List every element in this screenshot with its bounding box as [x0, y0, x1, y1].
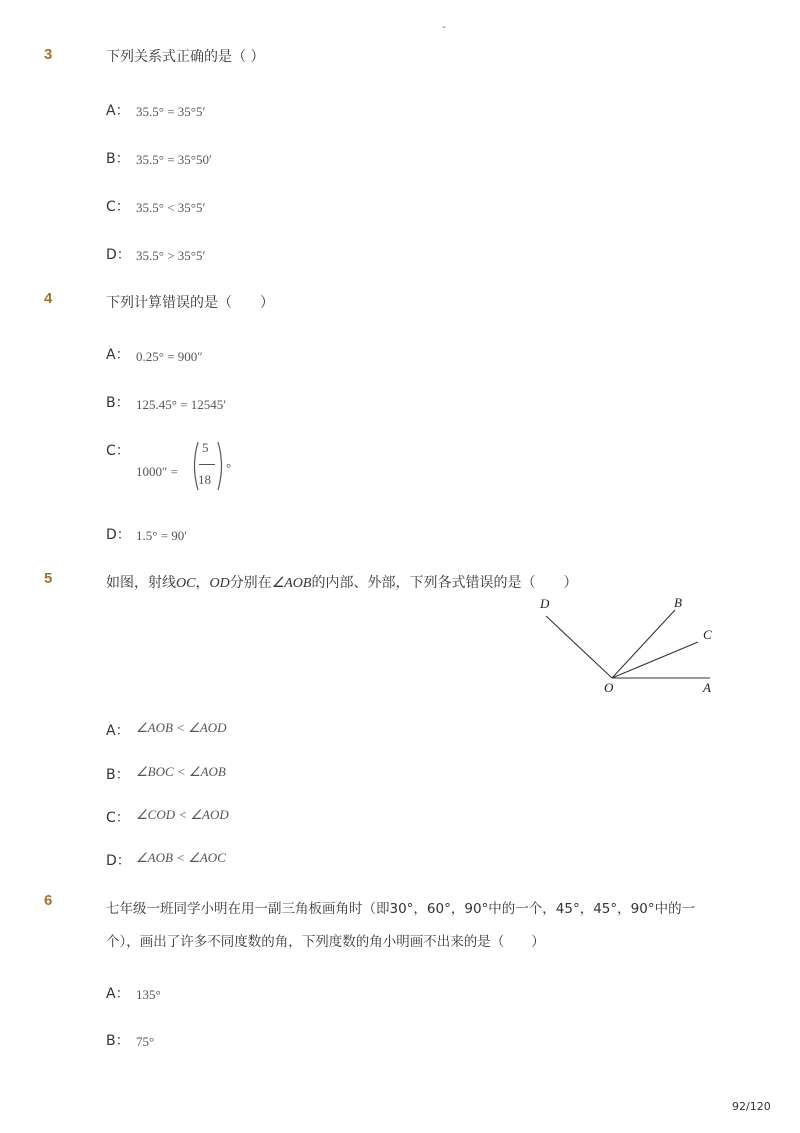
option-letter: B： — [106, 151, 130, 167]
ray-od: OD — [209, 576, 230, 591]
fraction-denominator: 18 — [198, 472, 211, 487]
option-letter: C： — [106, 443, 130, 459]
ray-oc: OC — [176, 576, 196, 591]
right-paren-icon — [216, 440, 226, 492]
option-text: 0.25° = 900″ — [136, 349, 203, 364]
option-letter: A： — [106, 103, 130, 119]
option-letter: A： — [106, 347, 130, 363]
ray-oc-line — [612, 642, 698, 678]
header-mark: - — [442, 20, 446, 33]
label-b: B — [674, 595, 682, 610]
label-a: A — [703, 680, 711, 695]
option-letter: B： — [106, 395, 130, 411]
option-text: 135° — [136, 987, 161, 1002]
fraction-numerator: 5 — [202, 440, 209, 455]
option-text: 35.5° = 35°5′ — [136, 104, 206, 119]
angle-aob: ∠AOB — [271, 576, 312, 591]
question-text: 如图，射线OC，OD分别在∠AOB的内部、外部，下列各式错误的是（ ） — [106, 575, 578, 591]
angle-figure — [532, 592, 722, 700]
ray-ob-line — [612, 610, 675, 678]
question-text: 下列关系式正确的是（ ） — [106, 49, 265, 65]
option-letter: A： — [106, 986, 130, 1002]
option-text: 1.5° = 90′ — [136, 528, 188, 543]
label-d: D — [540, 596, 550, 611]
option-letter: B： — [106, 767, 130, 783]
option-text: 125.45° = 12545′ — [136, 397, 227, 412]
label-c: C — [703, 627, 712, 642]
option-letter: A： — [106, 723, 130, 739]
label-o: O — [604, 680, 614, 695]
fraction-bar — [199, 464, 215, 465]
question-number: 6 — [44, 892, 53, 909]
option-letter: C： — [106, 199, 130, 215]
question-text: 下列计算错误的是（ ） — [106, 295, 274, 311]
fraction-lhs: 1000″ = — [136, 464, 178, 479]
option-letter: D： — [106, 247, 131, 263]
page-number: 92/120 — [732, 1100, 771, 1113]
option-text: ∠AOB < ∠AOC — [136, 850, 226, 865]
option-text: ∠AOB < ∠AOD — [136, 720, 227, 735]
option-text: 35.5° = 35°50′ — [136, 152, 212, 167]
option-text: ∠COD < ∠AOD — [136, 807, 229, 822]
option-letter: C： — [106, 810, 130, 826]
option-text: 75° — [136, 1034, 155, 1049]
option-letter: B： — [106, 1033, 130, 1049]
ray-od-line — [546, 616, 612, 678]
fraction-suffix: ° — [226, 460, 232, 475]
option-text: 35.5° < 35°5′ — [136, 200, 206, 215]
question-number: 4 — [44, 290, 53, 307]
option-letter: D： — [106, 527, 131, 543]
question-text-line1: 七年级一班同学小明在用一副三角板画角时（即30°，60°，90°中的一个，45°，45°，90°中的一 — [106, 901, 696, 917]
option-text: ∠BOC < ∠AOB — [136, 764, 226, 779]
option-text: 35.5° > 35°5′ — [136, 248, 206, 263]
question-number: 5 — [44, 570, 53, 587]
option-letter: D： — [106, 853, 131, 869]
question-text-line2: 个），画出了许多不同度数的角，下列度数的角小明画不出来的是（ ） — [106, 934, 545, 950]
question-number: 3 — [44, 46, 53, 63]
